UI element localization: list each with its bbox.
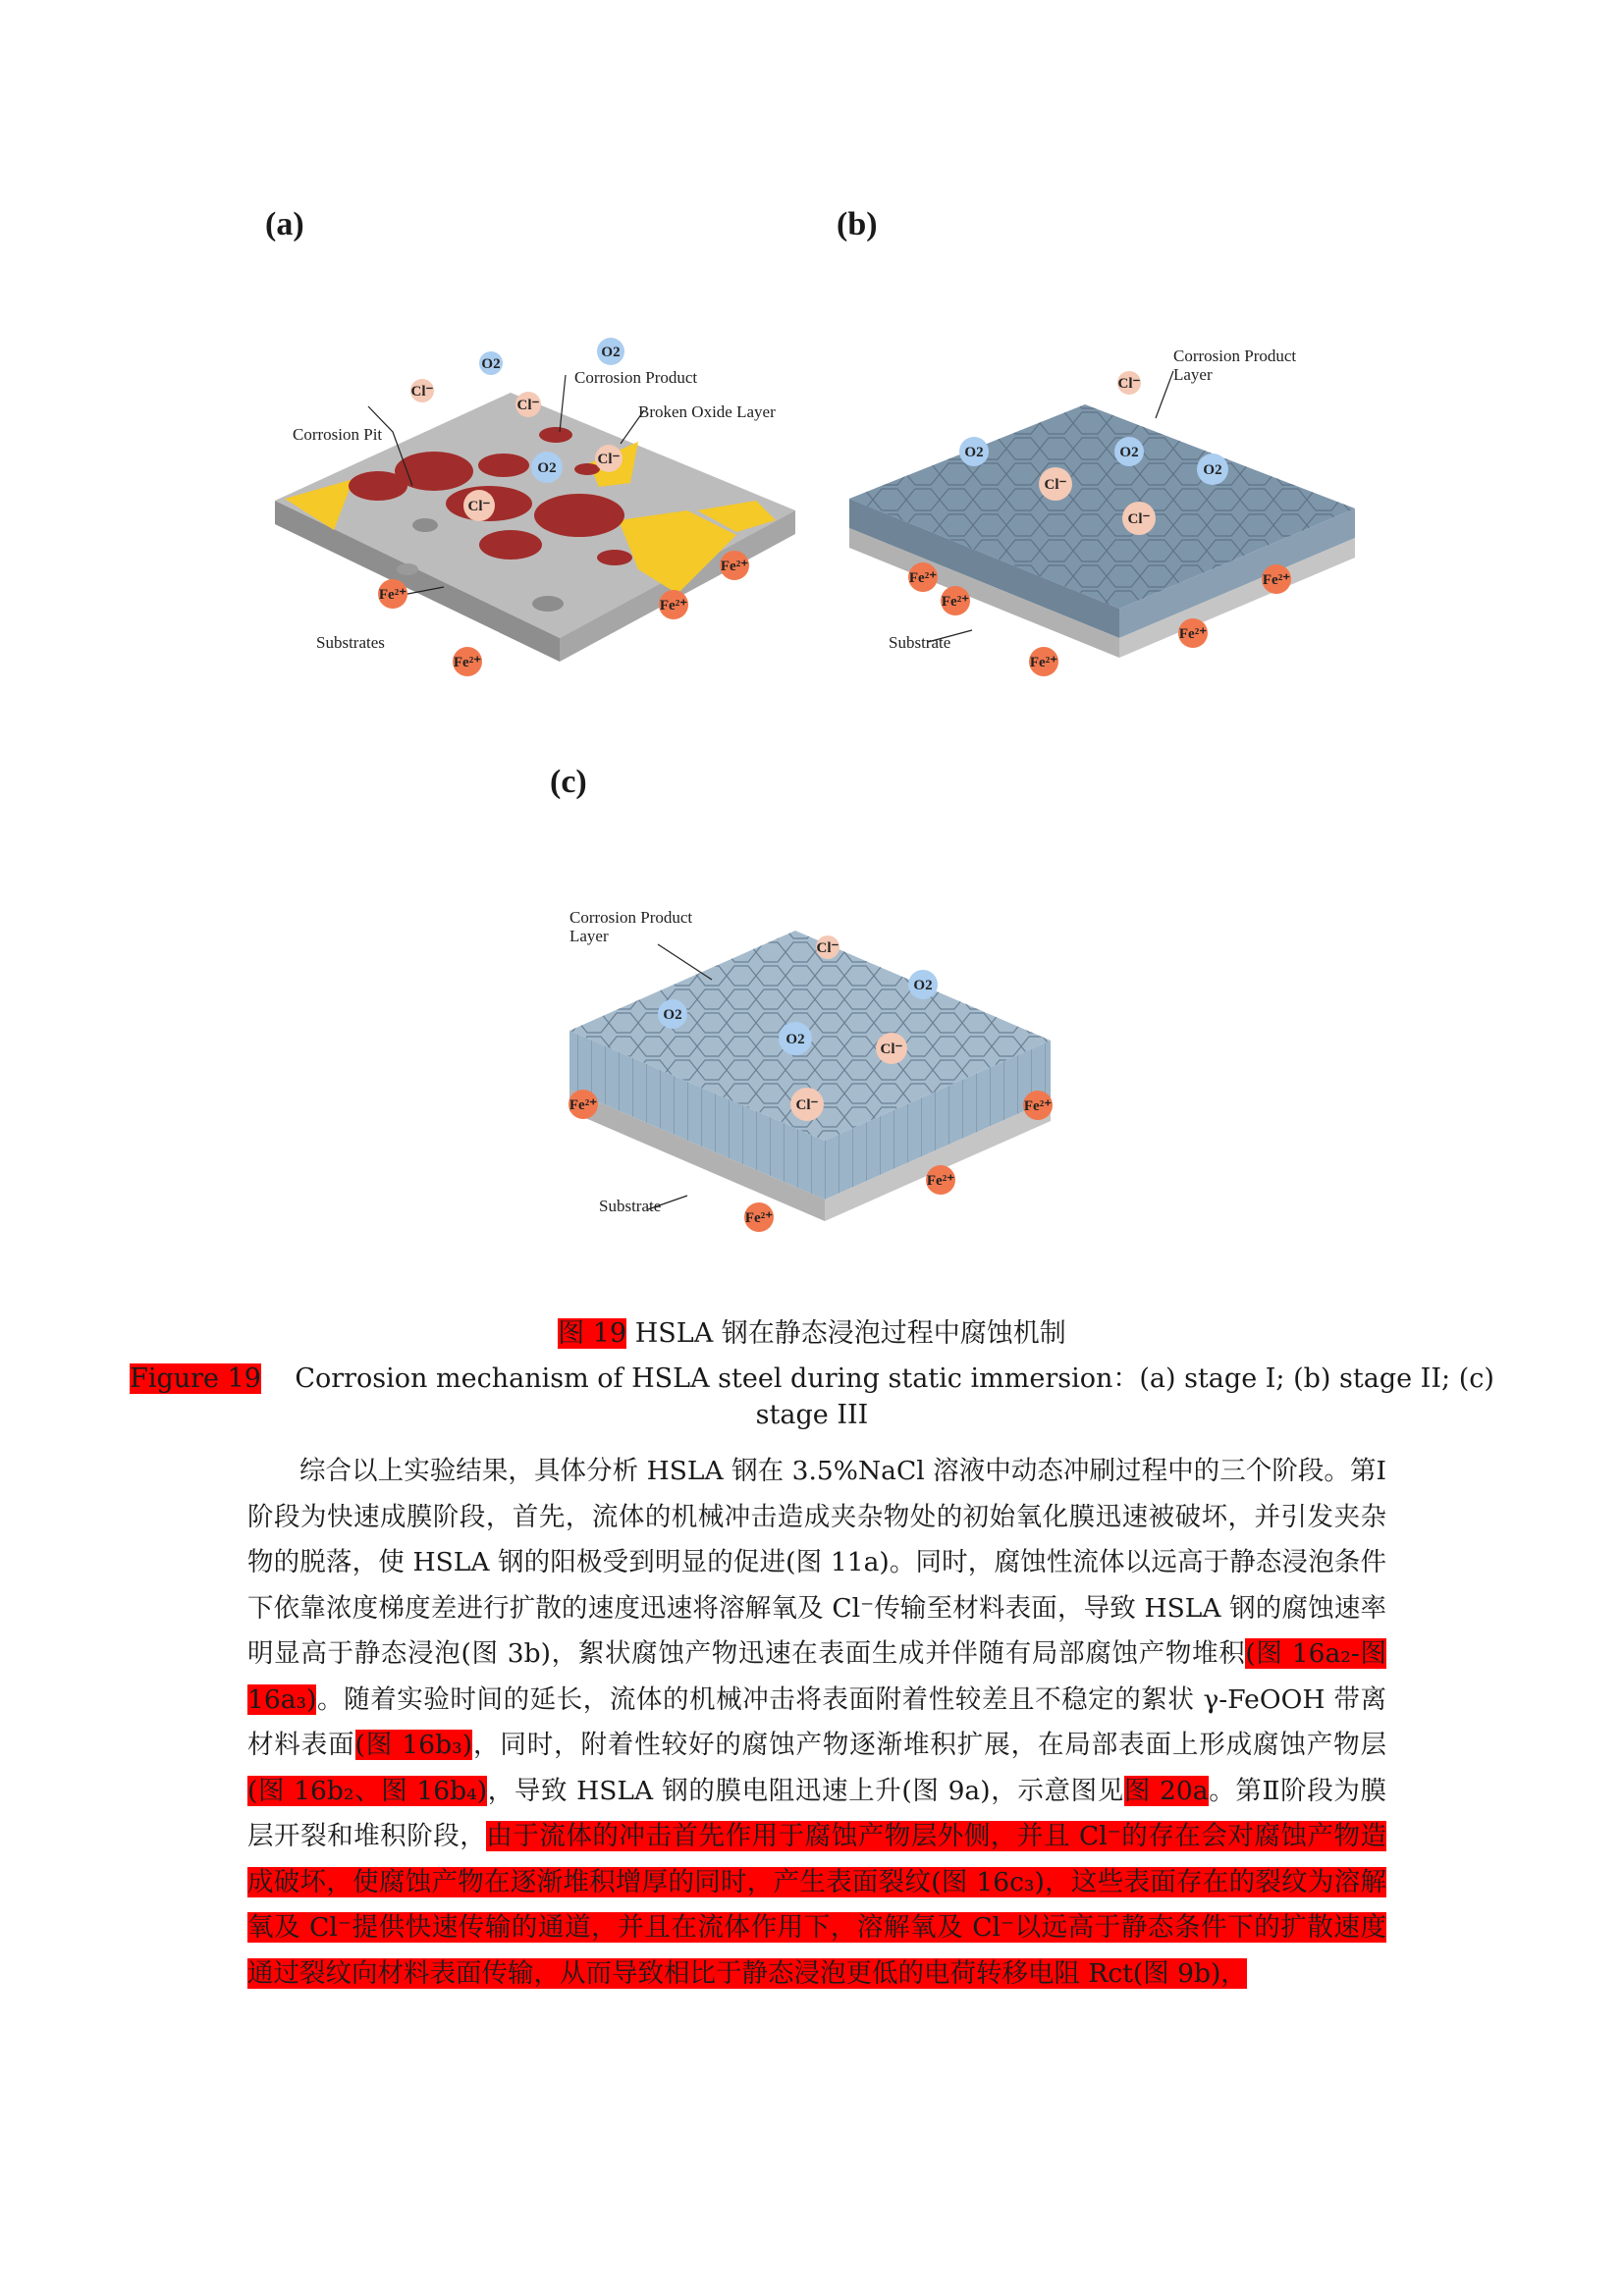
- body-sentence: 。第Ⅱ阶段为膜层开裂和堆积阶段，: [247, 1775, 1387, 1851]
- callout-corrosion-pit: Corrosion Pit: [293, 425, 383, 444]
- iron-ion-icon: [1029, 647, 1058, 676]
- svg-text:O2: O2: [481, 356, 501, 372]
- svg-text:Fe²⁺: Fe²⁺: [744, 1210, 774, 1226]
- svg-text:O2: O2: [785, 1032, 805, 1047]
- callout-line: [658, 944, 712, 980]
- corrosion-pit: [397, 563, 418, 575]
- oxygen-icon: [908, 970, 938, 999]
- oxygen-icon: [597, 338, 624, 365]
- body-sentence: ，同时，附着性较好的腐蚀产物逐渐堆积扩展，在局部表面上形成腐蚀产物层: [472, 1730, 1387, 1760]
- svg-text:Cl⁻: Cl⁻: [816, 940, 839, 956]
- figure-caption-cn: [0, 1311, 1624, 1350]
- iron-ion-icon: [1023, 1091, 1053, 1120]
- iron-ion-icon: [908, 562, 938, 592]
- corrosion-product: [574, 463, 600, 475]
- svg-text:Fe²⁺: Fe²⁺: [941, 594, 970, 610]
- callout-corrosion-product: Corrosion Product: [569, 908, 693, 927]
- svg-text:O2: O2: [1203, 462, 1222, 478]
- oxygen-icon: [1197, 454, 1228, 485]
- iron-ion-icon: [1262, 564, 1291, 594]
- svg-text:Cl⁻: Cl⁻: [1127, 511, 1151, 527]
- svg-text:Cl⁻: Cl⁻: [1044, 477, 1067, 493]
- body-sentence: 。随着实验时间的延长，流体的机械冲击将表面附着性较差且不稳定的絮状 γ-FeOOH 带离材料表面: [247, 1683, 1386, 1760]
- iron-ion-icon: [1178, 618, 1208, 648]
- iron-ion-icon: [941, 586, 970, 615]
- svg-text:Fe²⁺: Fe²⁺: [926, 1173, 955, 1189]
- figure-caption-en-line2: stage III: [755, 1400, 869, 1430]
- iron-ion-icon: [744, 1202, 774, 1232]
- svg-text:O2: O2: [663, 1007, 682, 1023]
- svg-text:Fe²⁺: Fe²⁺: [659, 598, 688, 614]
- callout-broken-oxide-layer: Broken Oxide Layer: [638, 402, 776, 421]
- oxygen-icon: [779, 1022, 812, 1055]
- corrosion-pit: [532, 596, 564, 612]
- svg-text:Cl⁻: Cl⁻: [1117, 376, 1141, 392]
- callout-corrosion-product: Corrosion Product: [1173, 347, 1297, 365]
- svg-text:Cl⁻: Cl⁻: [410, 384, 434, 400]
- svg-text:Cl⁻: Cl⁻: [467, 499, 491, 514]
- figure-panel-b: [839, 334, 1370, 697]
- figure-ref: 图 20a: [1123, 1775, 1209, 1806]
- chloride-icon: [790, 1088, 824, 1121]
- chloride-icon: [1122, 502, 1156, 535]
- callout-substrate: Substrate: [889, 633, 951, 652]
- svg-text:Cl⁻: Cl⁻: [795, 1097, 819, 1113]
- callout-substrates: Substrates: [316, 633, 385, 652]
- svg-text:Fe²⁺: Fe²⁺: [453, 655, 482, 670]
- caption-en-text: Corrosion mechanism of HSLA steel during static immersion：(a) stage I; (b) stage II; (c): [295, 1363, 1494, 1394]
- figure-ref: (图 16a₂-图 16a₃): [247, 1638, 1386, 1715]
- chloride-icon: [1117, 371, 1141, 395]
- svg-text:Cl⁻: Cl⁻: [597, 452, 621, 467]
- corrosion-product: [539, 427, 572, 443]
- iron-ion-icon: [720, 551, 749, 580]
- figure-ref: (图 16b₃): [354, 1730, 473, 1760]
- svg-text:Fe²⁺: Fe²⁺: [1023, 1098, 1053, 1114]
- svg-text:Fe²⁺: Fe²⁺: [1178, 626, 1208, 642]
- panel-b-label: (b): [837, 206, 878, 242]
- corrosion-pit: [412, 518, 438, 532]
- svg-text:Cl⁻: Cl⁻: [516, 398, 540, 413]
- iron-ion-icon: [659, 590, 688, 619]
- iron-ion-icon: [568, 1090, 598, 1119]
- callout-corrosion-product: Corrosion Product: [574, 368, 698, 387]
- figure-ref-cn: 图 19: [558, 1318, 627, 1349]
- callout-layer: Layer: [569, 927, 609, 945]
- svg-text:Fe²⁺: Fe²⁺: [568, 1097, 598, 1113]
- chloride-icon: [816, 935, 839, 959]
- figure-ref: (图 16b₂、图 16b₄): [247, 1775, 488, 1806]
- oxygen-icon: [479, 351, 503, 375]
- svg-text:O2: O2: [601, 345, 621, 360]
- iron-ion-icon: [926, 1165, 955, 1195]
- chloride-icon: [876, 1033, 907, 1064]
- panel-a-label: (a): [265, 206, 304, 242]
- callout-substrate: Substrate: [599, 1197, 662, 1215]
- figure-panel-c: [550, 893, 1080, 1266]
- corrosion-product: [479, 530, 542, 560]
- figure-caption-en: [0, 1357, 1624, 1395]
- svg-text:Fe²⁺: Fe²⁺: [378, 587, 407, 603]
- iron-ion-icon: [453, 647, 482, 676]
- chloride-icon: [595, 445, 623, 472]
- corrosion-product: [478, 454, 529, 477]
- svg-text:Cl⁻: Cl⁻: [880, 1041, 903, 1057]
- oxygen-icon: [959, 437, 989, 466]
- figure-ref-en: Figure 19: [130, 1363, 261, 1394]
- svg-text:Fe²⁺: Fe²⁺: [908, 570, 938, 586]
- highlighted-passage: 由于流体的冲击首先作用于腐蚀产物层外侧，并且 Cl⁻的存在会对腐蚀产物造成破坏，使腐蚀产物在逐渐堆积增厚的同时，产生表面裂纹(图 16c₃)，这些表面存在的裂纹为溶解氧及 Cl⁻提供快速传输的通道，并且在流体作用下，溶解氧及 Cl⁻以远高于静态条件下的扩散速度通过裂纹向材料表面传输，从而导致相比于静态浸泡更低的电荷转移电阻 Rct(图 9b)，: [247, 1821, 1387, 1989]
- oxygen-icon: [658, 999, 687, 1029]
- svg-text:Fe²⁺: Fe²⁺: [1029, 655, 1058, 670]
- chloride-icon: [463, 490, 495, 521]
- svg-text:O2: O2: [964, 445, 984, 460]
- corrosion-product: [597, 550, 632, 565]
- chloride-icon: [1039, 467, 1072, 501]
- svg-text:O2: O2: [1119, 445, 1139, 460]
- figure-panel-a: [265, 324, 825, 707]
- body-paragraph: [247, 1449, 1386, 1997]
- body-sentence: 综合以上实验结果，具体分析 HSLA 钢在 3.5%NaCl 溶液中动态冲刷过程中的三个阶段。第Ⅰ阶段为快速成膜阶段，首先，流体的机械冲击造成夹杂物处的初始氧化膜迅速被破坏，并引发夹杂物的脱落，使 HSLA 钢的阳极受到明显的促进(图 11a)。同时，腐蚀性流体以远高于静态浸泡条件下依靠浓度梯度差进行扩散的速度迅速将溶解氧及 Cl⁻传输至材料表面，导致 HSLA 钢的腐蚀速率明显高于静态浸泡(图 3b)，絮状腐蚀产物迅速在表面生成并伴随有局部腐蚀产物堆积: [247, 1456, 1386, 1669]
- caption-cn-text: HSLA 钢在静态浸泡过程中腐蚀机制: [634, 1318, 1066, 1349]
- oxygen-icon: [531, 452, 563, 483]
- corrosion-product: [534, 494, 624, 537]
- chloride-icon: [515, 392, 541, 417]
- body-sentence: ，导致 HSLA 钢的膜电阻迅速上升(图 9a)，示意图见: [487, 1775, 1124, 1806]
- svg-text:O2: O2: [537, 460, 557, 476]
- svg-text:Fe²⁺: Fe²⁺: [720, 559, 749, 574]
- callout-layer: Layer: [1173, 365, 1213, 384]
- svg-text:O2: O2: [913, 978, 933, 993]
- svg-text:Fe²⁺: Fe²⁺: [1262, 572, 1291, 588]
- iron-ion-icon: [378, 579, 407, 609]
- oxygen-icon: [1114, 437, 1144, 466]
- callout-line: [1156, 371, 1173, 418]
- panel-c-label: (c): [550, 764, 587, 800]
- chloride-icon: [410, 379, 434, 402]
